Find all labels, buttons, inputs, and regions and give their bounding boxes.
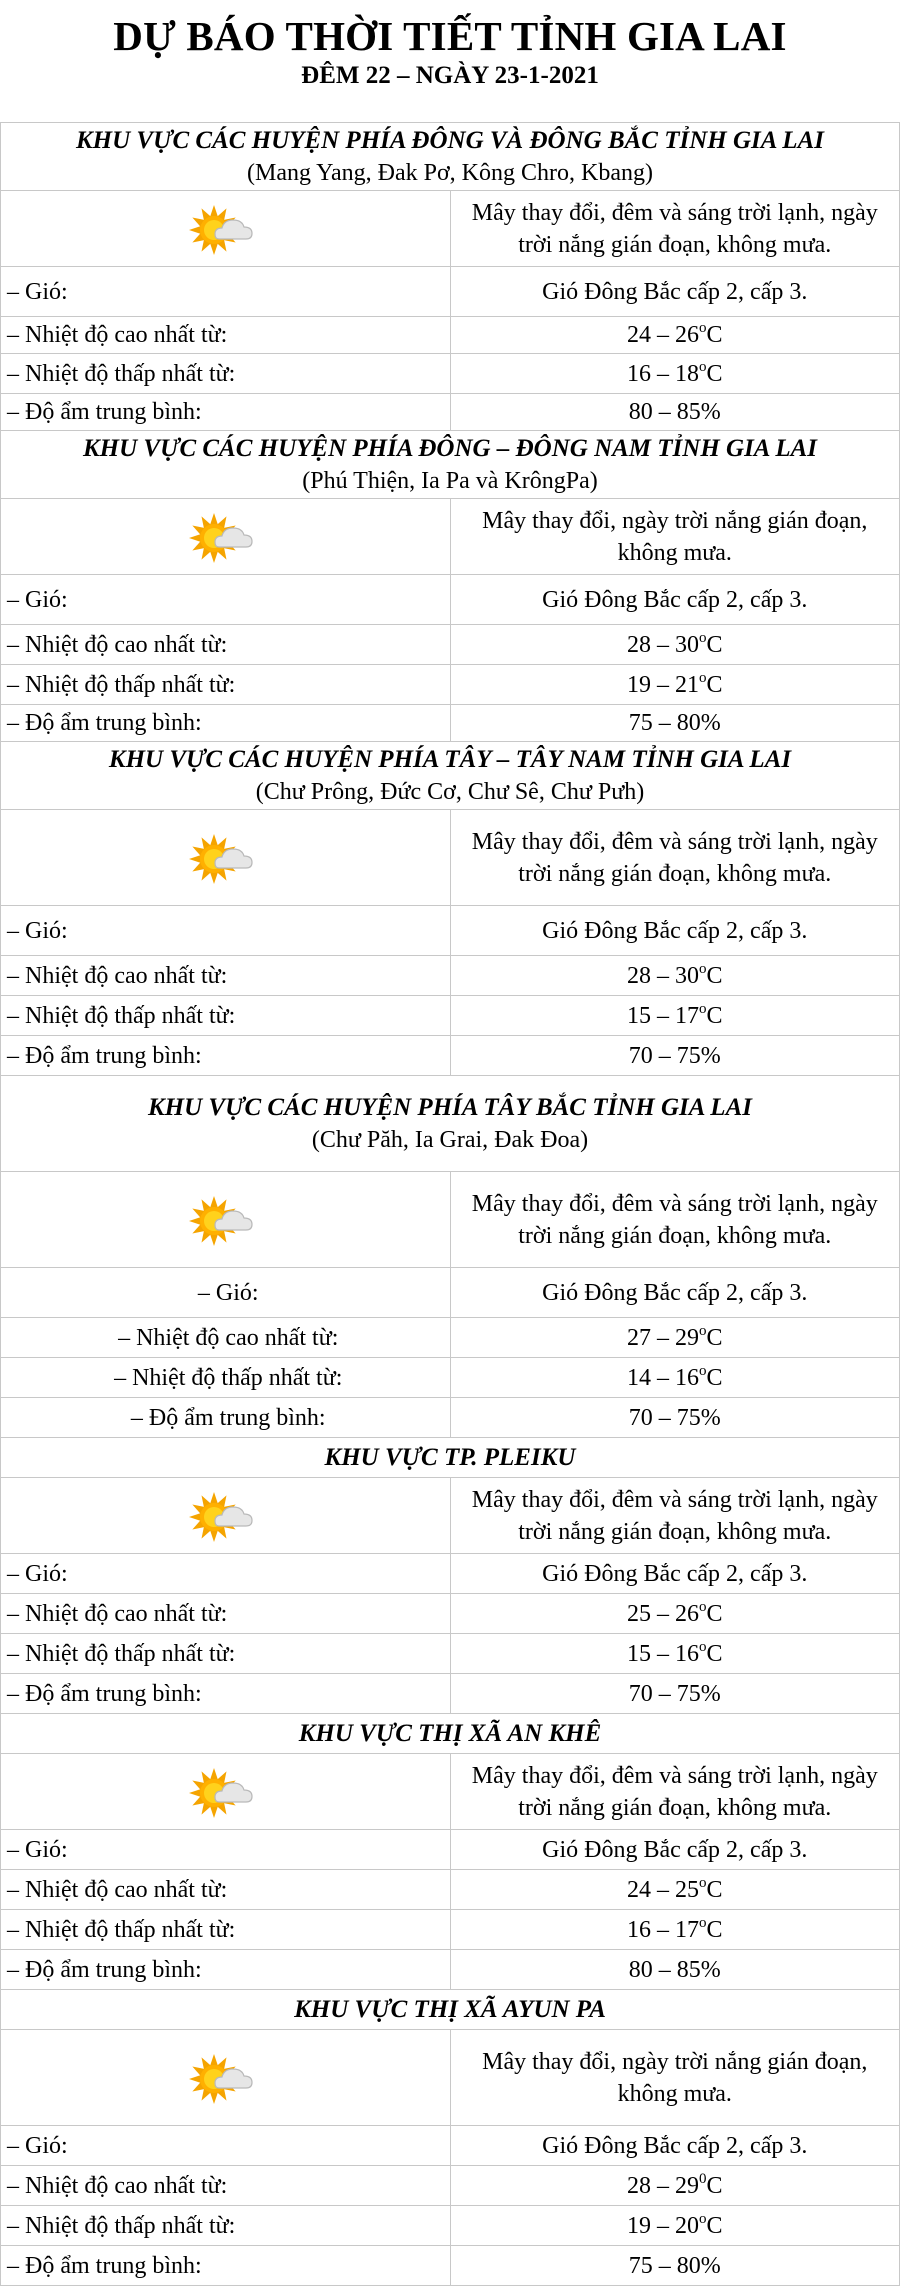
max-temp-label: – Nhiệt độ cao nhất từ:: [1, 1318, 451, 1358]
weather-icon-cell: [1, 1478, 451, 1554]
min-temp-value: [450, 354, 900, 394]
region-districts: (Chư Păh, Ia Grai, Đak Đoa): [311, 1126, 589, 1153]
min-temp-label: – Nhiệt độ thấp nhất từ:: [1, 2206, 451, 2246]
humidity-value: 70 – 75%: [450, 1674, 900, 1714]
min-temp-row: [1, 996, 900, 1036]
wind-row: [1, 575, 900, 625]
max-temp-degree: o: [698, 1598, 707, 1615]
min-temp-range: 15 – 16: [626, 1640, 699, 1667]
weather-description: Mây thay đổi, đêm và sáng trời lạnh, ngày trời nắng gián đoạn, không mưa.: [450, 1754, 900, 1830]
region-header: [1, 1076, 900, 1172]
weather-description: Mây thay đổi, đêm và sáng trời lạnh, ngày trời nắng gián đoạn, không mưa.: [450, 1478, 900, 1554]
min-temp-range: 16 – 18: [626, 360, 699, 387]
min-temp-degree: o: [698, 358, 707, 375]
wind-value: Gió Đông Bắc cấp 2, cấp 3.: [450, 267, 900, 317]
min-temp-unit: C: [706, 360, 723, 387]
page-subtitle: ĐÊM 22 – NGÀY 23-1-2021: [301, 62, 599, 89]
wind-row: [1, 1830, 900, 1870]
max-temp-unit: C: [706, 1324, 723, 1351]
wind-label: – Gió:: [1, 267, 451, 317]
wind-row: [1, 2126, 900, 2166]
max-temp-value: [450, 317, 900, 354]
min-temp-row: [1, 665, 900, 705]
sun-behind-cloud-icon: [189, 1486, 261, 1546]
min-temp-degree: o: [698, 2210, 707, 2227]
weather-row: [1, 2030, 900, 2126]
humidity-value: 80 – 85%: [450, 1950, 900, 1990]
weather-row: [1, 1478, 900, 1554]
wind-label: – Gió:: [1, 575, 451, 625]
min-temp-range: 15 – 17: [626, 1002, 699, 1029]
max-temp-unit: C: [706, 322, 723, 348]
weather-row: [1, 810, 900, 906]
max-temp-row: [1, 956, 900, 996]
region-header: [1, 1714, 900, 1754]
min-temp-row: [1, 1634, 900, 1674]
wind-value: Gió Đông Bắc cấp 2, cấp 3.: [450, 2126, 900, 2166]
max-temp-unit: C: [706, 2172, 723, 2199]
region-districts: (Mang Yang, Đak Pơ, Kông Chro, Kbang): [246, 159, 653, 186]
max-temp-row: [1, 1594, 900, 1634]
humidity-label: – Độ ẩm trung bình:: [1, 2246, 451, 2286]
weather-description: Mây thay đổi, ngày trời nắng gián đoạn, không mưa.: [450, 2030, 900, 2126]
sun-behind-cloud-icon: [189, 1762, 261, 1822]
wind-label: – Gió:: [1, 2126, 451, 2166]
wind-label: – Gió:: [1, 1830, 451, 1870]
humidity-row: [1, 1950, 900, 1990]
max-temp-unit: C: [706, 1600, 723, 1627]
min-temp-value: [450, 996, 900, 1036]
wind-value: Gió Đông Bắc cấp 2, cấp 3.: [450, 1268, 900, 1318]
max-temp-degree: o: [698, 1322, 707, 1339]
weather-row: [1, 499, 900, 575]
region-name: KHU VỰC CÁC HUYỆN PHÍA ĐÔNG VÀ ĐÔNG BẮC TỈNH GIA LAI: [76, 126, 824, 154]
weather-row: [1, 1754, 900, 1830]
page-title: DỰ BÁO THỜI TIẾT TỈNH GIA LAI: [113, 13, 787, 59]
max-temp-value: [450, 956, 900, 996]
max-temp-degree: o: [698, 960, 707, 977]
region-header-row: [1, 123, 900, 191]
max-temp-range: 27 – 29: [626, 1324, 699, 1351]
wind-row: [1, 906, 900, 956]
region-districts: (Chư Prông, Đức Cơ, Chư Sê, Chư Pưh): [255, 778, 645, 805]
region-name: KHU VỰC CÁC HUYỆN PHÍA TÂY BẮC TỈNH GIA LAI: [148, 1093, 752, 1121]
humidity-value: 75 – 80%: [450, 2246, 900, 2286]
min-temp-unit: C: [706, 1640, 723, 1667]
sun-behind-cloud-icon: [189, 2048, 261, 2108]
weather-icon-cell: [1, 499, 451, 575]
min-temp-degree: o: [698, 1914, 707, 1931]
weather-icon-cell: [1, 2030, 451, 2126]
humidity-value: 75 – 80%: [450, 705, 900, 742]
region-header-row: [1, 1438, 900, 1478]
max-temp-row: [1, 317, 900, 354]
min-temp-label: – Nhiệt độ thấp nhất từ:: [1, 354, 451, 394]
sun-behind-cloud-icon: [189, 1190, 261, 1250]
min-temp-degree: o: [698, 669, 707, 686]
wind-value: Gió Đông Bắc cấp 2, cấp 3.: [450, 575, 900, 625]
humidity-row: [1, 1674, 900, 1714]
page-header: [0, 0, 900, 122]
weather-description: Mây thay đổi, ngày trời nắng gián đoạn, không mưa.: [450, 499, 900, 575]
max-temp-degree: o: [698, 1874, 707, 1891]
min-temp-row: [1, 2206, 900, 2246]
min-temp-unit: C: [706, 2212, 723, 2239]
wind-label: – Gió:: [1, 906, 451, 956]
max-temp-range: 28 – 30: [626, 631, 699, 658]
humidity-label: – Độ ẩm trung bình:: [1, 705, 451, 742]
region-header: [1, 1990, 900, 2030]
max-temp-label: – Nhiệt độ cao nhất từ:: [1, 2166, 451, 2206]
humidity-row: [1, 1036, 900, 1076]
region-header-row: [1, 1990, 900, 2030]
min-temp-label: – Nhiệt độ thấp nhất từ:: [1, 665, 451, 705]
weather-description: Mây thay đổi, đêm và sáng trời lạnh, ngày trời nắng gián đoạn, không mưa.: [450, 1172, 900, 1268]
weather-description: Mây thay đổi, đêm và sáng trời lạnh, ngày trời nắng gián đoạn, không mưa.: [450, 810, 900, 906]
max-temp-value: [450, 625, 900, 665]
humidity-value: 70 – 75%: [450, 1036, 900, 1076]
min-temp-row: [1, 1910, 900, 1950]
min-temp-unit: C: [706, 1916, 723, 1943]
region-header: [1, 742, 900, 810]
max-temp-range: 28 – 30: [626, 962, 699, 989]
region-header: [1, 431, 900, 499]
max-temp-degree: o: [698, 629, 707, 646]
forecast-table: [0, 122, 900, 2286]
humidity-label: – Độ ẩm trung bình:: [1, 1674, 451, 1714]
wind-row: [1, 267, 900, 317]
min-temp-label: – Nhiệt độ thấp nhất từ:: [1, 1358, 451, 1398]
weather-row: [1, 191, 900, 267]
sun-behind-cloud-icon: [189, 507, 261, 567]
region-name: KHU VỰC THỊ XÃ AYUN PA: [294, 1995, 606, 2023]
region-header-row: [1, 431, 900, 499]
min-temp-value: [450, 1634, 900, 1674]
region-name: KHU VỰC CÁC HUYỆN PHÍA ĐÔNG – ĐÔNG NAM TỈNH GIA LAI: [82, 434, 818, 462]
region-header-row: [1, 1076, 900, 1172]
min-temp-label: – Nhiệt độ thấp nhất từ:: [1, 996, 451, 1036]
max-temp-unit: C: [706, 631, 723, 658]
weather-description: Mây thay đổi, đêm và sáng trời lạnh, ngày trời nắng gián đoạn, không mưa.: [450, 191, 900, 267]
wind-label: – Gió:: [1, 1268, 451, 1318]
max-temp-label: – Nhiệt độ cao nhất từ:: [1, 1870, 451, 1910]
humidity-label: – Độ ẩm trung bình:: [1, 1036, 451, 1076]
max-temp-range: 28 – 29: [626, 2172, 699, 2199]
max-temp-value: [450, 2166, 900, 2206]
region-header: [1, 123, 900, 191]
min-temp-range: 19 – 20: [626, 2212, 699, 2239]
max-temp-row: [1, 1870, 900, 1910]
sun-behind-cloud-icon: [189, 199, 261, 259]
max-temp-row: [1, 1318, 900, 1358]
region-header: [1, 1438, 900, 1478]
min-temp-unit: C: [706, 1364, 723, 1391]
humidity-row: [1, 394, 900, 431]
max-temp-label: – Nhiệt độ cao nhất từ:: [1, 317, 451, 354]
min-temp-row: [1, 1358, 900, 1398]
max-temp-value: [450, 1870, 900, 1910]
max-temp-row: [1, 2166, 900, 2206]
min-temp-range: 16 – 17: [626, 1916, 699, 1943]
humidity-value: 70 – 75%: [450, 1398, 900, 1438]
max-temp-unit: C: [706, 1876, 723, 1903]
max-temp-row: [1, 625, 900, 665]
max-temp-value: [450, 1594, 900, 1634]
wind-value: Gió Đông Bắc cấp 2, cấp 3.: [450, 1554, 900, 1594]
min-temp-value: [450, 2206, 900, 2246]
min-temp-range: 14 – 16: [626, 1364, 699, 1391]
min-temp-label: – Nhiệt độ thấp nhất từ:: [1, 1634, 451, 1674]
max-temp-range: 24 – 26: [626, 322, 699, 348]
min-temp-value: [450, 1358, 900, 1398]
min-temp-row: [1, 354, 900, 394]
max-temp-range: 25 – 26: [626, 1600, 699, 1627]
humidity-label: – Độ ẩm trung bình:: [1, 1950, 451, 1990]
max-temp-value: [450, 1318, 900, 1358]
min-temp-value: [450, 1910, 900, 1950]
humidity-label: – Độ ẩm trung bình:: [1, 1398, 451, 1438]
humidity-label: – Độ ẩm trung bình:: [1, 394, 451, 431]
max-temp-unit: C: [706, 962, 723, 989]
weather-icon-cell: [1, 1172, 451, 1268]
max-temp-label: – Nhiệt độ cao nhất từ:: [1, 625, 451, 665]
max-temp-range: 24 – 25: [626, 1876, 699, 1903]
min-temp-label: – Nhiệt độ thấp nhất từ:: [1, 1910, 451, 1950]
min-temp-unit: C: [706, 1002, 723, 1029]
min-temp-value: [450, 665, 900, 705]
min-temp-degree: o: [698, 1000, 707, 1017]
wind-value: Gió Đông Bắc cấp 2, cấp 3.: [450, 906, 900, 956]
min-temp-degree: o: [698, 1638, 707, 1655]
sun-behind-cloud-icon: [189, 828, 261, 888]
humidity-row: [1, 705, 900, 742]
region-header-row: [1, 742, 900, 810]
wind-label: – Gió:: [1, 1554, 451, 1594]
min-temp-unit: C: [706, 671, 723, 698]
region-name: KHU VỰC CÁC HUYỆN PHÍA TÂY – TÂY NAM TỈNH GIA LAI: [108, 745, 792, 773]
region-name: KHU VỰC THỊ XÃ AN KHÊ: [298, 1719, 602, 1747]
min-temp-degree: o: [698, 1362, 707, 1379]
wind-value: Gió Đông Bắc cấp 2, cấp 3.: [450, 1830, 900, 1870]
region-header-row: [1, 1714, 900, 1754]
humidity-value: 80 – 85%: [450, 394, 900, 431]
wind-row: [1, 1554, 900, 1594]
region-name: KHU VỰC TP. PLEIKU: [324, 1443, 576, 1471]
wind-row: [1, 1268, 900, 1318]
max-temp-label: – Nhiệt độ cao nhất từ:: [1, 1594, 451, 1634]
max-temp-degree: 0: [698, 2170, 707, 2187]
min-temp-range: 19 – 21: [626, 671, 699, 698]
weather-icon-cell: [1, 1754, 451, 1830]
weather-icon-cell: [1, 191, 451, 267]
weather-row: [1, 1172, 900, 1268]
max-temp-label: – Nhiệt độ cao nhất từ:: [1, 956, 451, 996]
humidity-row: [1, 2246, 900, 2286]
humidity-row: [1, 1398, 900, 1438]
region-districts: (Phú Thiện, Ia Pa và KrôngPa): [302, 467, 598, 494]
max-temp-degree: o: [698, 320, 707, 336]
weather-icon-cell: [1, 810, 451, 906]
